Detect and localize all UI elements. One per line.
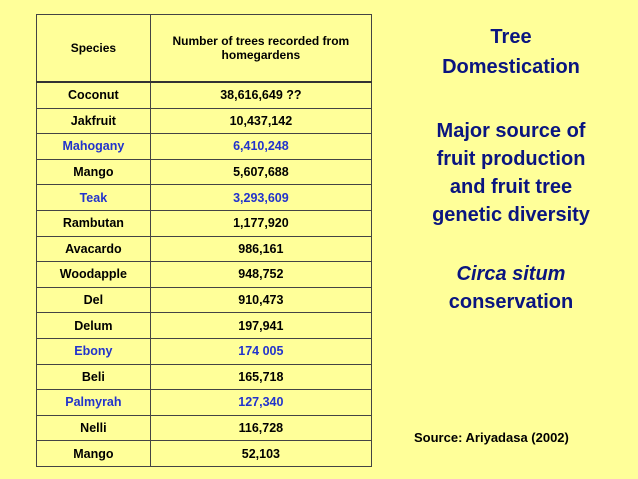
- source-citation: Source: Ariyadasa (2002): [414, 430, 569, 445]
- header-count: Number of trees recorded from homegardens: [150, 15, 371, 83]
- species-cell: Woodapple: [37, 262, 151, 288]
- table-row: [37, 262, 372, 288]
- table-row: [37, 236, 372, 262]
- count-cell: 197,941: [150, 313, 371, 339]
- key-point-line-3: and fruit tree: [449, 176, 573, 198]
- species-cell: Ebony: [37, 338, 151, 364]
- species-table: [36, 14, 372, 467]
- count-cell: 3,293,609: [150, 185, 371, 211]
- table-row: [37, 415, 372, 441]
- count-cell: 38,616,649 ??: [150, 82, 371, 108]
- count-cell: 986,161: [150, 236, 371, 262]
- species-cell: Avacardo: [37, 236, 151, 262]
- table-row: [37, 313, 372, 339]
- table-row: [37, 134, 372, 160]
- species-cell: Mango: [37, 441, 151, 467]
- table-row: [37, 287, 372, 313]
- slide-title: [396, 22, 626, 82]
- title-line-1: Tree: [490, 26, 532, 48]
- count-cell: 10,437,142: [150, 108, 371, 134]
- table-row: [37, 338, 372, 364]
- species-cell: Palmyrah: [37, 390, 151, 416]
- key-point-line-1: Major source of: [436, 120, 586, 142]
- table-row: [37, 210, 372, 236]
- table-body: [37, 82, 372, 466]
- count-cell: 5,607,688: [150, 159, 371, 185]
- count-cell: 127,340: [150, 390, 371, 416]
- species-cell: Nelli: [37, 415, 151, 441]
- table-row: [37, 364, 372, 390]
- species-cell: Teak: [37, 185, 151, 211]
- species-cell: Delum: [37, 313, 151, 339]
- species-cell: Coconut: [37, 82, 151, 108]
- count-cell: 52,103: [150, 441, 371, 467]
- key-point-line-2: fruit production: [436, 148, 586, 170]
- count-cell: 1,177,920: [150, 210, 371, 236]
- count-cell: 165,718: [150, 364, 371, 390]
- table-row: [37, 441, 372, 467]
- conservation-text: conservation: [448, 291, 574, 313]
- species-cell: Mango: [37, 159, 151, 185]
- count-cell: 910,473: [150, 287, 371, 313]
- count-cell: 948,752: [150, 262, 371, 288]
- table-row: [37, 108, 372, 134]
- table-header-row: [37, 15, 372, 83]
- count-cell: 6,410,248: [150, 134, 371, 160]
- count-cell: 116,728: [150, 415, 371, 441]
- circa-situm-note: [396, 260, 626, 316]
- circa-situm-text: Circa situm: [456, 263, 566, 285]
- key-point: [396, 117, 626, 229]
- table-row: [37, 390, 372, 416]
- species-cell: Beli: [37, 364, 151, 390]
- table-row: [37, 159, 372, 185]
- table-row: [37, 82, 372, 108]
- key-point-line-4: genetic diversity: [432, 204, 590, 226]
- header-species: Species: [37, 15, 151, 83]
- species-cell: Jakfruit: [37, 108, 151, 134]
- species-cell: Rambutan: [37, 210, 151, 236]
- title-line-2: Domestication: [442, 56, 580, 78]
- count-cell: 174 005: [150, 338, 371, 364]
- species-cell: Mahogany: [37, 134, 151, 160]
- species-cell: Del: [37, 287, 151, 313]
- table-row: [37, 185, 372, 211]
